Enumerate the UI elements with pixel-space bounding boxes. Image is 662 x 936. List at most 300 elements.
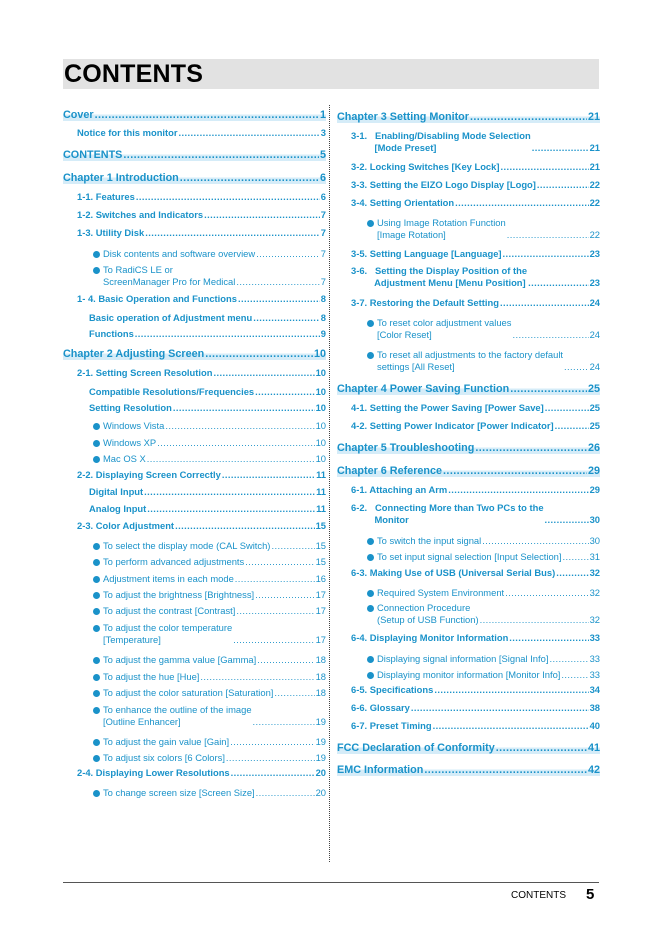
footer-section-label: CONTENTS: [511, 890, 566, 901]
toc-entry-label: 6-6. Glossary: [351, 702, 410, 713]
bullet-icon: [93, 790, 100, 797]
toc-entry-label: Chapter 5 Troubleshooting: [337, 442, 475, 454]
dot-leader: [255, 386, 314, 398]
toc-topic-entry[interactable]: [377, 587, 600, 599]
toc-section-entry[interactable]: [351, 197, 600, 209]
bullet-icon: [93, 608, 100, 615]
toc-topic-entry[interactable]: [103, 556, 326, 568]
dot-leader: [424, 764, 587, 776]
toc-entry-label: To adjust the gain value [Gain]: [103, 736, 230, 747]
toc-entry-page: 29: [589, 484, 600, 495]
dot-leader: [507, 229, 589, 241]
toc-entry-page: 10: [315, 402, 326, 413]
dot-leader: [204, 209, 320, 221]
toc-entry-label: 2-4. Displaying Lower Resolutions: [77, 767, 230, 778]
dot-leader: [455, 197, 588, 209]
toc-entry-page: 18: [315, 687, 326, 698]
dot-leader: [503, 248, 589, 260]
toc-entry-page: 15: [315, 520, 326, 531]
toc-entry-label: Required System Environment: [377, 587, 505, 598]
toc-entry-page: 17: [315, 589, 326, 600]
toc-entry-label: 2-1. Setting Screen Resolution: [77, 367, 213, 378]
bullet-icon: [367, 320, 374, 327]
toc-entry-label: 1- 4. Basic Operation and Functions: [77, 293, 237, 304]
toc-entry-page: 24: [589, 361, 600, 372]
toc-section-entry[interactable]: [351, 248, 600, 260]
dot-leader: [271, 540, 314, 552]
bullet-icon: [93, 674, 100, 681]
toc-entry-page: 8: [320, 293, 326, 304]
toc-entry-label: Chapter 2 Adjusting Screen: [63, 348, 205, 360]
dot-leader: [500, 297, 589, 309]
toc-entry-label: 3-2. Locking Switches [Key Lock]: [351, 161, 500, 172]
toc-entry-label: To adjust the hue [Hue]: [103, 671, 200, 682]
toc-entry-page: 41: [587, 742, 600, 754]
toc-entry-page: 34: [589, 684, 600, 695]
dot-leader: [179, 127, 320, 139]
toc-entry-page: 22: [589, 179, 600, 190]
toc-entry-page: 11: [316, 503, 326, 514]
toc-entry-label: 6-1. Attaching an Arm: [351, 484, 448, 495]
dot-leader: [470, 111, 587, 123]
toc-entry-page: 9: [320, 328, 326, 339]
toc-section-entry[interactable]: [77, 191, 326, 203]
toc-entry-page: 10: [315, 367, 326, 378]
toc-section-entry[interactable]: [77, 127, 326, 139]
bullet-icon: [93, 657, 100, 664]
toc-entry-page: 30: [589, 535, 600, 546]
dot-leader: [274, 687, 314, 699]
toc-entry-label: 6-5. Specifications: [351, 684, 434, 695]
toc-entry-page: 3: [320, 127, 326, 138]
toc-entry-label: 4-2. Setting Power Indicator [Power Indicator]: [351, 420, 554, 431]
toc-section-entry[interactable]: [351, 567, 600, 579]
toc-entry-label: Analog Input: [89, 503, 147, 514]
toc-section-entry[interactable]: [77, 209, 326, 221]
toc-chapter-entry[interactable]: [337, 463, 600, 477]
toc-entry-page: 7: [320, 209, 326, 220]
toc-entry-page: 10: [315, 437, 326, 448]
toc-section-entry[interactable]: [351, 484, 600, 496]
toc-entry-page: 32: [589, 587, 600, 598]
dot-leader: [147, 453, 315, 465]
toc-entry-label: Basic operation of Adjustment menu: [89, 312, 253, 323]
toc-section-entry[interactable]: [351, 297, 600, 309]
toc-entry-page: 6: [319, 172, 326, 184]
dot-leader: [555, 420, 589, 432]
toc-entry-page: 25: [589, 402, 600, 413]
toc-entry-page: 21: [587, 111, 600, 123]
dot-leader: [433, 720, 589, 732]
toc-entry-label: To adjust six colors [6 Colors]: [103, 752, 225, 763]
dot-leader: [180, 172, 319, 184]
dot-leader: [123, 149, 319, 161]
dot-leader: [561, 669, 588, 681]
toc-entry-page: 42: [587, 764, 600, 776]
toc-entry-page: 11: [316, 469, 326, 480]
toc-entry-label: Functions: [89, 328, 134, 339]
toc-entry-label: Notice for this monitor: [77, 127, 178, 138]
toc-entry-label: To adjust the color saturation [Saturation]: [103, 687, 274, 698]
toc-entry-page: 25: [589, 420, 600, 431]
toc-entry-page: 10: [315, 453, 326, 464]
toc-entry-page: 23: [589, 277, 600, 288]
toc-topic-entry[interactable]: [377, 535, 600, 547]
dot-leader: [563, 551, 589, 563]
toc-section-entry[interactable]: [89, 328, 326, 340]
dot-leader: [512, 329, 588, 341]
dot-leader: [135, 328, 320, 340]
toc-topic-entry[interactable]: [103, 687, 326, 699]
dot-leader: [205, 348, 313, 360]
toc-chapter-entry[interactable]: [337, 440, 600, 454]
bullet-icon: [93, 739, 100, 746]
dot-leader: [145, 227, 320, 239]
toc-section-entry[interactable]: [351, 179, 600, 191]
toc-chapter-entry[interactable]: [63, 346, 326, 360]
dot-leader: [545, 514, 589, 526]
toc-entry-label: 6-2. Connecting More than Two PCs to the Monitor: [351, 502, 544, 525]
bullet-icon: [93, 456, 100, 463]
toc-entry-page: 15: [315, 556, 326, 567]
dot-leader: [175, 520, 315, 532]
toc-entry-page: 19: [315, 752, 326, 763]
toc-entry-label: CONTENTS: [63, 149, 123, 161]
toc-entry-page: 29: [587, 465, 600, 477]
toc-entry-label: EMC Information: [337, 764, 424, 776]
toc-section-entry[interactable]: [351, 130, 600, 154]
dot-leader: [434, 684, 588, 696]
toc-entry-page: 1: [319, 109, 326, 121]
toc-entry-page: 32: [589, 567, 600, 578]
toc-topic-entry[interactable]: [103, 437, 326, 449]
dot-leader: [256, 248, 320, 260]
toc-entry-page: 30: [589, 514, 600, 525]
toc-section-entry[interactable]: [351, 632, 600, 644]
toc-section-entry[interactable]: [351, 420, 600, 432]
dot-leader: [226, 752, 315, 764]
toc-entry-label: Windows Vista: [103, 420, 165, 431]
toc-entry-page: 31: [589, 551, 600, 562]
dot-leader: [475, 442, 587, 454]
toc-topic-entry[interactable]: [377, 602, 600, 626]
footer-page-number: 5: [586, 886, 595, 903]
bullet-icon: [93, 440, 100, 447]
toc-section-entry[interactable]: [77, 293, 326, 305]
toc-entry-label: Cover: [63, 109, 94, 121]
toc-entry-label: Displaying monitor information [Monitor Info]: [377, 669, 561, 680]
toc-entry-page: 10: [315, 420, 326, 431]
dot-leader: [256, 787, 315, 799]
toc-entry-label: Setting Resolution: [89, 402, 172, 413]
toc-entry-page: 20: [315, 767, 326, 778]
toc-entry-page: 33: [589, 653, 600, 664]
bullet-icon: [93, 625, 100, 632]
toc-entry-label: To adjust the color temperature [Temperature]: [103, 622, 233, 645]
toc-topic-entry[interactable]: [103, 453, 326, 465]
bullet-icon: [93, 690, 100, 697]
toc-entry-label: 3-4. Setting Orientation: [351, 197, 455, 208]
toc-entry-label: To perform advanced adjustments: [103, 556, 245, 567]
dot-leader: [231, 767, 315, 779]
toc-topic-entry[interactable]: [377, 349, 600, 373]
toc-entry-label: 3-3. Setting the EIZO Logo Display [Logo]: [351, 179, 536, 190]
dot-leader: [235, 573, 315, 585]
dot-leader: [443, 465, 587, 477]
toc-section-entry[interactable]: [89, 503, 326, 515]
toc-chapter-entry[interactable]: [337, 740, 600, 754]
dot-leader: [564, 361, 589, 373]
toc-entry-page: 17: [315, 634, 326, 645]
toc-entry-page: 40: [589, 720, 600, 731]
toc-entry-page: 22: [589, 229, 600, 240]
dot-leader: [165, 420, 314, 432]
toc-entry-label: 2-3. Color Adjustment: [77, 520, 175, 531]
toc-entry-page: 33: [589, 669, 600, 680]
toc-entry-label: Adjustment items in each mode: [103, 573, 234, 584]
toc-topic-entry[interactable]: [103, 420, 326, 432]
toc-entry-label: To adjust the brightness [Brightness]: [103, 589, 255, 600]
toc-chapter-entry[interactable]: [63, 147, 326, 161]
toc-entry-page: 33: [589, 632, 600, 643]
toc-topic-entry[interactable]: [103, 605, 326, 617]
toc-entry-label: 1-2. Switches and Indicators: [77, 209, 204, 220]
toc-chapter-entry[interactable]: [337, 762, 600, 776]
toc-chapter-entry[interactable]: [63, 107, 326, 121]
dot-leader: [257, 654, 314, 666]
footer-rule: [63, 882, 599, 883]
toc-section-entry[interactable]: [77, 767, 326, 779]
dot-leader: [144, 486, 315, 498]
toc-section-entry[interactable]: [77, 367, 326, 379]
toc-section-entry[interactable]: [89, 312, 326, 324]
toc-entry-label: 6-3. Making Use of USB (Universal Serial Bus): [351, 567, 556, 578]
toc-entry-label: To change screen size [Screen Size]: [103, 787, 255, 798]
toc-section-entry[interactable]: [89, 386, 326, 398]
toc-entry-label: Chapter 6 Reference: [337, 465, 443, 477]
toc-entry-label: To set input signal selection [Input Selection]: [377, 551, 562, 562]
toc-entry-label: FCC Declaration of Conformity: [337, 742, 495, 754]
toc-topic-entry[interactable]: [103, 736, 326, 748]
bullet-icon: [367, 554, 374, 561]
toc-entry-label: Chapter 4 Power Saving Function: [337, 383, 510, 395]
toc-section-entry[interactable]: [351, 502, 600, 526]
toc-chapter-entry[interactable]: [63, 170, 326, 184]
dot-leader: [528, 277, 589, 289]
toc-topic-entry[interactable]: [103, 654, 326, 666]
toc-topic-entry[interactable]: [377, 317, 600, 341]
toc-section-entry[interactable]: [351, 402, 600, 414]
dot-leader: [448, 484, 588, 496]
toc-entry-label: 1-1. Features: [77, 191, 135, 202]
toc-section-entry[interactable]: [77, 469, 326, 481]
toc-entry-label: Disk contents and software overview: [103, 248, 256, 259]
dot-leader: [556, 567, 588, 579]
dot-leader: [147, 503, 315, 515]
toc-section-entry[interactable]: [77, 520, 326, 532]
bullet-icon: [367, 352, 374, 359]
toc-entry-page: 11: [316, 486, 326, 497]
toc-topic-entry[interactable]: [103, 540, 326, 552]
toc-entry-page: 21: [589, 142, 600, 153]
toc-topic-entry[interactable]: [377, 217, 600, 241]
toc-entry-label: 2-2. Displaying Screen Correctly: [77, 469, 221, 480]
dot-leader: [545, 402, 589, 414]
toc-section-entry[interactable]: [351, 684, 600, 696]
toc-entry-label: 1-3. Utility Disk: [77, 227, 145, 238]
toc-entry-label: 6-7. Preset Timing: [351, 720, 432, 731]
toc-entry-page: 5: [319, 149, 326, 161]
bullet-icon: [367, 656, 374, 663]
toc-entry-page: 19: [315, 716, 326, 727]
toc-entry-page: 22: [589, 197, 600, 208]
dot-leader: [173, 402, 315, 414]
dot-leader: [505, 587, 588, 599]
toc-entry-page: 21: [589, 161, 600, 172]
toc-entry-label: Digital Input: [89, 486, 144, 497]
dot-leader: [213, 367, 314, 379]
toc-entry-label: To adjust the contrast [Contrast]: [103, 605, 236, 616]
bullet-icon: [93, 251, 100, 258]
toc-topic-entry[interactable]: [103, 787, 326, 799]
column-divider: [329, 105, 330, 862]
toc-entry-page: 8: [320, 312, 326, 323]
bullet-icon: [367, 672, 374, 679]
toc-section-entry[interactable]: [351, 702, 600, 714]
bullet-icon: [367, 590, 374, 597]
dot-leader: [230, 736, 314, 748]
toc-entry-label: 3-5. Setting Language [Language]: [351, 248, 502, 259]
toc-entry-page: 18: [315, 654, 326, 665]
toc-section-entry[interactable]: [351, 720, 600, 732]
dot-leader: [157, 437, 314, 449]
toc-entry-label: To select the display mode (CAL Switch): [103, 540, 271, 551]
toc-entry-label: Using Image Rotation Function [Image Rotation]: [377, 217, 506, 240]
dot-leader: [136, 191, 320, 203]
toc-chapter-entry[interactable]: [337, 109, 600, 123]
dot-leader: [510, 383, 587, 395]
toc-entry-label: Chapter 1 Introduction: [63, 172, 179, 184]
toc-entry-label: To switch the input signal: [377, 535, 482, 546]
toc-section-entry[interactable]: [77, 227, 326, 239]
toc-topic-entry[interactable]: [103, 589, 326, 601]
page-title: CONTENTS: [64, 60, 204, 88]
dot-leader: [245, 556, 314, 568]
toc-entry-label: To adjust the gamma value [Gamma]: [103, 654, 257, 665]
toc-section-entry[interactable]: [89, 486, 326, 498]
dot-leader: [411, 702, 589, 714]
toc-topic-entry[interactable]: [103, 573, 326, 585]
bullet-icon: [93, 576, 100, 583]
dot-leader: [255, 589, 314, 601]
toc-entry-page: 19: [315, 736, 326, 747]
dot-leader: [222, 469, 315, 481]
bullet-icon: [93, 592, 100, 599]
toc-entry-page: 18: [315, 671, 326, 682]
toc-section-entry[interactable]: [351, 161, 600, 173]
bullet-icon: [367, 538, 374, 545]
dot-leader: [253, 716, 315, 728]
toc-topic-entry[interactable]: [103, 752, 326, 764]
toc-entry-page: 38: [589, 702, 600, 713]
toc-entry-page: 25: [587, 383, 600, 395]
toc-entry-label: Mac OS X: [103, 453, 146, 464]
toc-topic-entry[interactable]: [103, 671, 326, 683]
toc-topic-entry[interactable]: [377, 669, 600, 681]
toc-entry-page: 17: [315, 605, 326, 616]
toc-entry-page: 24: [589, 297, 600, 308]
toc-topic-entry[interactable]: [103, 248, 326, 260]
toc-entry-label: To RadiCS LE or ScreenManager Pro for Medical: [103, 264, 236, 287]
toc-entry-label: 3-7. Restoring the Default Setting: [351, 297, 499, 308]
toc-entry-label: 3-1. Enabling/Disabling Mode Selection [Mode Preset]: [351, 130, 531, 153]
toc-section-entry[interactable]: [89, 402, 326, 414]
toc-entry-page: 24: [589, 329, 600, 340]
toc-entry-label: Connection Procedure (Setup of USB Function): [377, 602, 479, 625]
dot-leader: [482, 535, 588, 547]
toc-topic-entry[interactable]: [377, 653, 600, 665]
toc-entry-page: 32: [589, 614, 600, 625]
contents-title-bar: [63, 59, 599, 89]
bullet-icon: [93, 423, 100, 430]
toc-topic-entry[interactable]: [103, 622, 326, 646]
bullet-icon: [367, 605, 374, 612]
toc-entry-label: To reset all adjustments to the factory default settings [All Reset]: [377, 349, 564, 372]
dot-leader: [200, 671, 314, 683]
toc-entry-label: 4-1. Setting the Power Saving [Power Save]: [351, 402, 544, 413]
toc-entry-page: 7: [320, 227, 326, 238]
toc-entry-page: 20: [315, 787, 326, 798]
dot-leader: [480, 614, 589, 626]
bullet-icon: [93, 267, 100, 274]
dot-leader: [500, 161, 588, 173]
toc-entry-page: 7: [320, 248, 326, 259]
dot-leader: [496, 742, 587, 754]
toc-entry-label: To reset color adjustment values [Color Reset]: [377, 317, 512, 340]
toc-entry-label: Chapter 3 Setting Monitor: [337, 111, 469, 123]
toc-section-entry[interactable]: [351, 265, 600, 289]
toc-entry-page: 16: [315, 573, 326, 584]
bullet-icon: [93, 543, 100, 550]
dot-leader: [238, 293, 320, 305]
toc-topic-entry[interactable]: [103, 704, 326, 728]
toc-topic-entry[interactable]: [377, 551, 600, 563]
toc-entry-label: Windows XP: [103, 437, 157, 448]
toc-entry-label: 6-4. Displaying Monitor Information: [351, 632, 509, 643]
toc-entry-page: 23: [589, 248, 600, 259]
bullet-icon: [367, 220, 374, 227]
toc-entry-page: 10: [315, 386, 326, 397]
toc-entry-label: 3-6. Setting the Display Position of the Adjustment Menu [Menu Position]: [351, 265, 528, 288]
toc-entry-page: 6: [320, 191, 326, 202]
toc-entry-label: Displaying signal information [Signal Info]: [377, 653, 549, 664]
bullet-icon: [93, 707, 100, 714]
dot-leader: [95, 109, 319, 121]
dot-leader: [509, 632, 588, 644]
toc-entry-page: 26: [587, 442, 600, 454]
dot-leader: [253, 312, 320, 324]
bullet-icon: [93, 559, 100, 566]
toc-topic-entry[interactable]: [103, 264, 326, 288]
toc-chapter-entry[interactable]: [337, 381, 600, 395]
toc-entry-page: 15: [315, 540, 326, 551]
dot-leader: [537, 179, 589, 191]
dot-leader: [236, 276, 319, 288]
dot-leader: [532, 142, 589, 154]
toc-entry-page: 7: [320, 276, 326, 287]
bullet-icon: [93, 755, 100, 762]
toc-entry-label: To enhance the outline of the image [Outline Enhancer]: [103, 704, 252, 727]
